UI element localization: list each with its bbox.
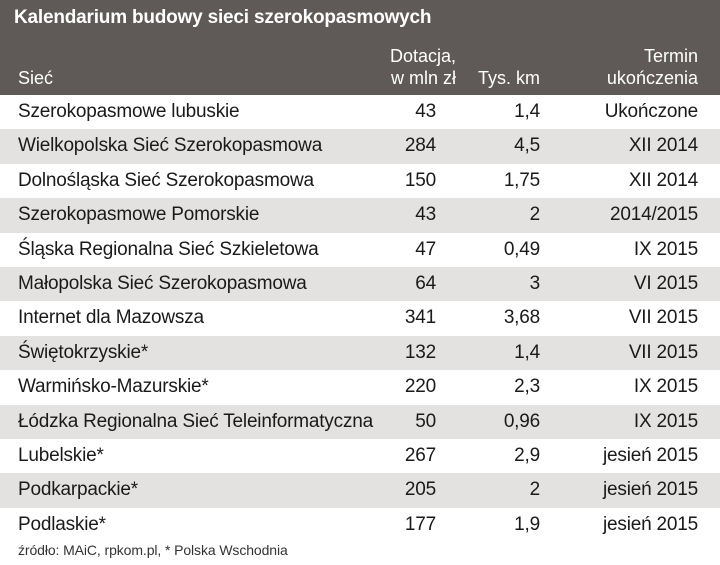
column-header-label: Sieć <box>18 68 54 88</box>
table-cell-name: Dolnośląska Sieć Szerokopasmowa <box>18 169 314 191</box>
table-row <box>0 508 720 542</box>
table-cell-funding: 205 <box>404 479 436 501</box>
table-cell-funding: 284 <box>404 135 436 157</box>
column-header-label: Termin <box>643 46 698 66</box>
column-header-label: Dotacja, <box>389 46 456 66</box>
column-header-label: w mln zł <box>390 68 456 88</box>
table-row <box>0 129 720 163</box>
table-row <box>0 164 720 198</box>
table-cell-funding: 132 <box>404 341 436 363</box>
table-cell-name: Internet dla Mazowsza <box>18 307 204 329</box>
table-cell-term: 2014/2015 <box>609 204 698 226</box>
table-body <box>0 95 720 542</box>
table-cell-term: Ukończone <box>604 101 698 122</box>
column-header-km <box>478 67 540 89</box>
table-row <box>0 370 720 404</box>
table-cell-term: jesień 2015 <box>603 479 698 501</box>
table-cell-term: XII 2014 <box>628 135 698 157</box>
column-header-label: Tys. km <box>478 68 540 88</box>
table-cell-km: 2 <box>529 204 540 226</box>
table-cell-km: 1,75 <box>503 169 540 191</box>
table-cell-name: Szerokopasmowe Pomorskie <box>18 204 260 226</box>
table-cell-term: IX 2015 <box>633 410 698 432</box>
table-cell-name: Szerokopasmowe lubuskie <box>18 101 240 122</box>
table-row <box>0 267 720 301</box>
table-cell-km: 1,4 <box>514 341 540 363</box>
table-header <box>0 35 720 95</box>
table-cell-term: VII 2015 <box>628 307 698 329</box>
table-cell-funding: 341 <box>404 307 436 329</box>
table-row <box>0 439 720 473</box>
table-row <box>0 405 720 439</box>
table-row <box>0 336 720 370</box>
table-cell-term: IX 2015 <box>633 238 698 260</box>
column-header-label: ukończenia <box>606 68 698 88</box>
table-cell-km: 3 <box>529 272 540 294</box>
column-header-name <box>18 67 53 89</box>
table-cell-funding: 220 <box>404 376 436 398</box>
table-title: Kalendarium budowy sieci szerokopasmowych <box>0 0 720 35</box>
table-row <box>0 473 720 507</box>
table-cell-term: IX 2015 <box>633 376 698 398</box>
table-cell-km: 2,9 <box>514 444 540 466</box>
table-cell-name: Małopolska Sieć Szerokopasmowa <box>18 272 307 294</box>
table-cell-funding: 47 <box>415 238 436 260</box>
table-cell-km: 0,49 <box>503 238 540 260</box>
table-cell-name: Śląska Regionalna Sieć Szkieletowa <box>18 238 319 260</box>
table-cell-name: Warmińsko-Mazurskie* <box>18 376 209 398</box>
table-cell-name: Podlaskie* <box>18 513 106 535</box>
table-cell-funding: 50 <box>415 410 436 432</box>
table-row <box>0 95 720 129</box>
table-cell-funding: 43 <box>415 101 436 122</box>
table-cell-name: Łódzka Regionalna Sieć Teleinformatyczna <box>18 410 373 432</box>
source-note: źródło: MAiC, rpkom.pl, * Polska Wschodnia <box>18 542 288 558</box>
table-cell-km: 4,5 <box>514 135 540 157</box>
table-row <box>0 233 720 267</box>
table-row <box>0 198 720 232</box>
table-cell-term: jesień 2015 <box>603 513 698 535</box>
table-cell-term: jesień 2015 <box>603 444 698 466</box>
table-cell-funding: 267 <box>404 444 436 466</box>
table-cell-funding: 43 <box>415 204 436 226</box>
table-row <box>0 301 720 335</box>
table-cell-km: 0,96 <box>503 410 540 432</box>
table-cell-funding: 64 <box>415 272 436 294</box>
table-cell-name: Wielkopolska Sieć Szerokopasmowa <box>18 135 323 157</box>
table-cell-name: Lubelskie* <box>18 444 104 466</box>
table-cell-name: Świętokrzyskie* <box>18 341 149 363</box>
table-cell-km: 1,4 <box>514 101 540 122</box>
table-cell-term: VI 2015 <box>633 272 698 294</box>
table-cell-funding: 177 <box>404 513 436 535</box>
column-header-funding <box>390 45 456 89</box>
table-cell-funding: 150 <box>404 169 436 191</box>
table-cell-km: 2 <box>529 479 540 501</box>
table-cell-name: Podkarpackie* <box>18 479 138 501</box>
table-cell-term: VII 2015 <box>628 341 698 363</box>
table-cell-km: 1,9 <box>514 513 540 535</box>
table-cell-term: XII 2014 <box>628 169 698 191</box>
table-cell-km: 2,3 <box>514 376 540 398</box>
column-header-term <box>607 45 698 89</box>
table-cell-km: 3,68 <box>503 307 540 329</box>
